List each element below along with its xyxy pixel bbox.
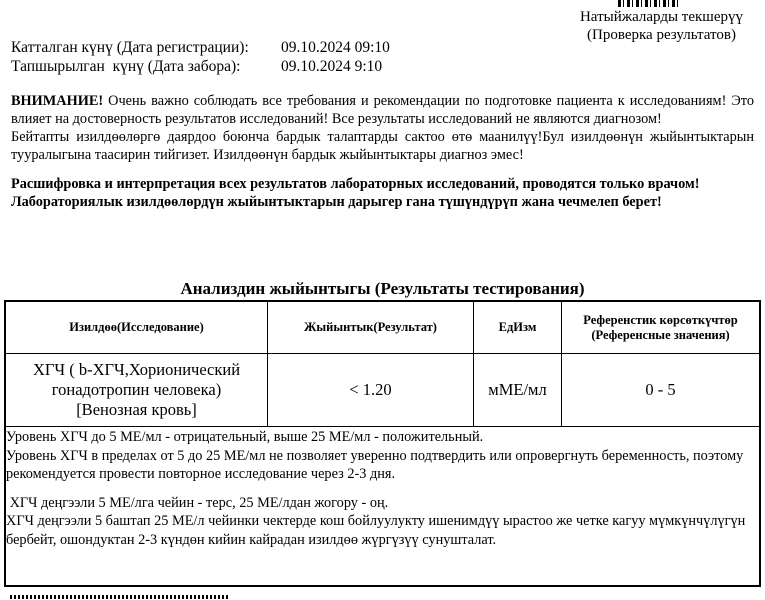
verification-title-ru: (Проверка результатов) (587, 27, 736, 43)
column-header-reference (562, 302, 759, 353)
notice-block (11, 92, 754, 211)
registration-date-label: Катталган күнү (Дата регистрации): (11, 39, 249, 56)
test-sample-type: [Венозная кровь] (76, 400, 197, 419)
note-ky-2: ХГЧ деңгээли 5 баштап 25 МЕ/л чейинки чектерде кош бойлуулукту ишенимдүү ырастоо же четке кагуу мүмкүнчүлүгүн бербейт, ошондуктан 2-3 күндөн кийин кайрадан изилдөө жүргүзүү сунушталат. (6, 513, 746, 548)
collection-date-label: Тапшырылган күнү (Дата забора): (11, 58, 241, 75)
interpretation-notes (6, 428, 753, 550)
collection-date-value: 09.10.2024 9:10 (281, 58, 383, 75)
results-title: Анализдин жыйынтыгы (Результаты тестирования) (180, 279, 585, 298)
warning-heading: ВНИМАНИЕ! (11, 93, 104, 109)
registration-date-row (11, 38, 390, 57)
note-ky-1: ХГЧ деңгээли 5 МЕ/лга чейин - терс, 25 МЕ/лдан жогору - оң. (6, 494, 389, 511)
interpretation-ky: Лабораториялык изилдөөлөрдүн жыйынтыктарын дарыгер гана түшүндүрүп жана чечмелеп берет! (11, 194, 662, 210)
unit-cell: мМЕ/мл (474, 354, 562, 426)
registration-block (11, 38, 390, 76)
page-bottom-fragment (10, 595, 230, 599)
reference-range-cell: 0 - 5 (645, 380, 676, 399)
interpretation-ru: Расшифровка и интерпретация всех результатов лабораторных исследований, проводятся только врачом! (11, 176, 700, 192)
verification-title-ky: Натыйжаларды текшерүү (579, 9, 743, 25)
warning-ru-text: Очень важно соблюдать все требования и рекомендации по подготовке пациента к исследованиям! Это влияет на достоверность результатов исследований! Все результаты исследований не являются диагнозом! (11, 93, 754, 127)
verification-block (580, 8, 743, 44)
results-table (4, 300, 761, 587)
table-row (6, 354, 759, 427)
column-header-unit: ЕдИзм (474, 302, 562, 353)
reference-header-ky: Референстик көрсөткүчтөр (583, 312, 738, 327)
note-ru-1: Уровень ХГЧ до 5 МЕ/мл - отрицательный, выше 25 МЕ/мл - положительный. (6, 429, 484, 445)
warning-ru (11, 92, 754, 128)
reference-header-ru: (Референсные значения) (591, 327, 730, 342)
result-value-cell: < 1.20 (268, 354, 474, 426)
collection-date-row (11, 57, 390, 76)
test-name-cell (6, 354, 268, 426)
column-header-test: Изилдөө(Исследование) (6, 302, 268, 353)
test-name-line2: гонадотропин человека) (51, 380, 222, 399)
note-ru-2: Уровень ХГЧ в пределах от 5 до 25 МЕ/мл не позволяет уверенно подтвердить или опровергнуть беременность, поэтому рекомендуется провести повторное исследование через 2-3 дня. (6, 447, 744, 483)
column-header-result: Жыйынтык(Результат) (268, 302, 474, 353)
test-name-line1: ХГЧ ( b-ХГЧ,Хорионический (32, 360, 241, 379)
warning-ky: Бейтапты изилдөөлөргө даярдоо боюнча бардык талаптарды сактоо өтө маанилүү!Бул изилдөөнүн жыйынтыктарын тууралыгына таасирин тийгизет. Изилдөөнүн бардык жыйынтыктары диагноз эмес! (11, 129, 754, 163)
qr-code-fragment (618, 0, 678, 7)
registration-date-value: 09.10.2024 09:10 (281, 39, 390, 56)
table-header (6, 302, 759, 354)
